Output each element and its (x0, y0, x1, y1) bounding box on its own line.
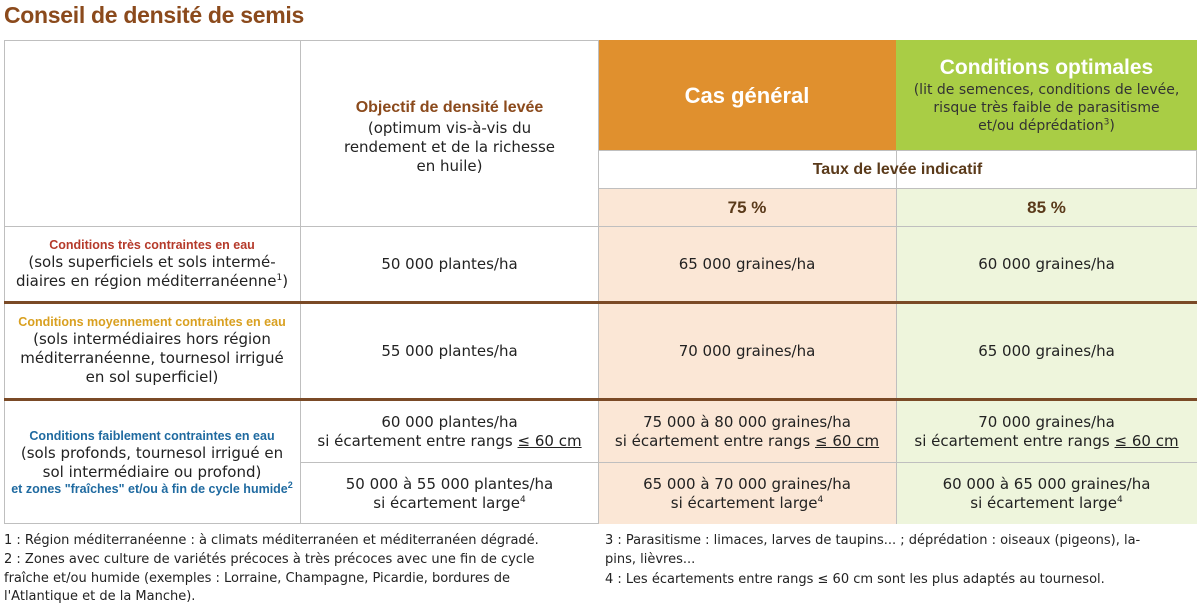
footnote-3-line-1: 3 : Parasitisme : limaces, larves de taupins... ; déprédation : oiseaux (pigeons), la- (605, 533, 1141, 548)
row1-objectif (301, 227, 598, 301)
row1-general-value: 65 000 graines/ha (678, 254, 816, 273)
objectif-sub-3: en huile) (416, 156, 483, 175)
row3-label: Conditions faiblement contraintes en eau (29, 428, 275, 443)
row3a-objectif (301, 401, 598, 462)
row2-label: Conditions moyennement contraintes en eau (18, 315, 286, 329)
cas-general-header (598, 40, 896, 150)
row3b-objectif (301, 463, 598, 524)
footnote-2-line-1: 2 : Zones avec culture de variétés précoces à très précoces avec une fin de cycle (4, 552, 535, 567)
row1-general (598, 227, 896, 301)
footnote-2 (4, 551, 594, 607)
row1-optimal (896, 227, 1197, 301)
footnote-2-line-3: l'Atlantique et de la Manche). (4, 589, 196, 604)
optimales-sub-1: (lit de semences, conditions de levée, (913, 82, 1180, 98)
optimales-sub-2: risque très faible de parasitisme (933, 100, 1160, 116)
row3-label-cell (4, 401, 300, 524)
row2-optimal-value: 65 000 graines/ha (978, 341, 1115, 360)
row3b-optimal-cond: si écartement large$^4$ (970, 493, 1123, 512)
taux-optimal-value: 85 % (1027, 198, 1066, 217)
row3-desc-2: sol intermédiaire ou profond) (42, 462, 262, 481)
row3b-objectif-cond: si écartement large$^4$ (373, 493, 526, 512)
footnote-2-line-2: fraîche et/ou humide (exemples : Lorraine, Champagne, Picardie, bordures de (4, 570, 511, 586)
taux-header (598, 151, 1197, 188)
row3-desc-1: (sols profonds, tournesol irrigué en (20, 443, 284, 462)
row1-desc-1: (sols superficiels et sols intermé- (28, 252, 276, 271)
row3b-general (598, 463, 896, 524)
row1-desc-2: diaires en région méditerranéenne$^1$) (15, 271, 289, 290)
row3b-general-cond: si écartement large$^4$ (670, 493, 824, 512)
row2-desc-1: (sols intermédiaires hors région (33, 330, 271, 348)
optimales-header (896, 40, 1197, 150)
cas-general-title: Cas général (684, 82, 810, 108)
objectif-title: Objectif de densité levée (355, 98, 544, 116)
row3b-optimal (896, 463, 1197, 524)
footnote-3 (605, 532, 1197, 569)
row3b-general-value: 65 000 à 70 000 graines/ha (643, 474, 851, 493)
taux-general (598, 189, 896, 226)
taux-label: Taux de levée indicatif (812, 161, 983, 178)
footnote-1: 1 : Région méditerranéenne : à climats méditerranéen et méditerranéen dégradé. (4, 533, 539, 548)
row2-objectif (301, 304, 598, 398)
row2-optimal (896, 304, 1197, 398)
taux-optimal (896, 189, 1197, 226)
footnote-3-line-2: pins, lièvres... (605, 551, 696, 567)
row1-label-cell (4, 227, 300, 301)
objectif-sub-1: (optimum vis-à-vis du (367, 118, 532, 137)
objectif-header (301, 86, 598, 186)
row3a-objectif-value: 60 000 plantes/ha (381, 412, 518, 431)
row1-label: Conditions très contraintes en eau (49, 237, 255, 252)
row1-objectif-value: 50 000 plantes/ha (381, 254, 518, 273)
objectif-sub-2: rendement et de la richesse (343, 137, 556, 156)
optimales-title: Conditions optimales (939, 56, 1154, 79)
row3a-optimal-cond: si écartement entre rangs ≤ 60 cm (914, 431, 1179, 450)
row3b-objectif-value: 50 000 à 55 000 plantes/ha (345, 474, 554, 493)
row3a-optimal-value: 70 000 graines/ha (978, 412, 1115, 431)
row2-general (598, 304, 896, 398)
taux-general-value: 75 % (727, 198, 767, 217)
row3-label2: et zones "fraîches" et/ou à fin de cycle humide$^2$ (11, 479, 293, 496)
row3a-general (598, 401, 896, 462)
footnote-4: 4 : Les écartements entre rangs ≤ 60 cm sont les plus adaptés au tournesol. (605, 572, 1105, 587)
row3a-general-cond: si écartement entre rangs ≤ 60 cm (614, 431, 880, 450)
row3b-optimal-value: 60 000 à 65 000 graines/ha (942, 474, 1151, 493)
row3a-general-value: 75 000 à 80 000 graines/ha (643, 412, 851, 431)
row2-label-cell (4, 304, 300, 398)
optimales-sub-3: et/ou déprédation$^3$) (978, 117, 1115, 134)
row2-desc-2: méditerranéenne, tournesol irrigué (20, 349, 284, 367)
row1-optimal-value: 60 000 graines/ha (978, 254, 1115, 273)
row3a-objectif-cond: si écartement entre rangs ≤ 60 cm (317, 431, 582, 450)
row2-objectif-value: 55 000 plantes/ha (381, 341, 518, 360)
row2-general-value: 70 000 graines/ha (678, 341, 816, 360)
page-title: Conseil de densité de semis (4, 2, 304, 28)
row2-desc-3: en sol superficiel) (85, 368, 219, 386)
row3a-optimal (896, 401, 1197, 462)
